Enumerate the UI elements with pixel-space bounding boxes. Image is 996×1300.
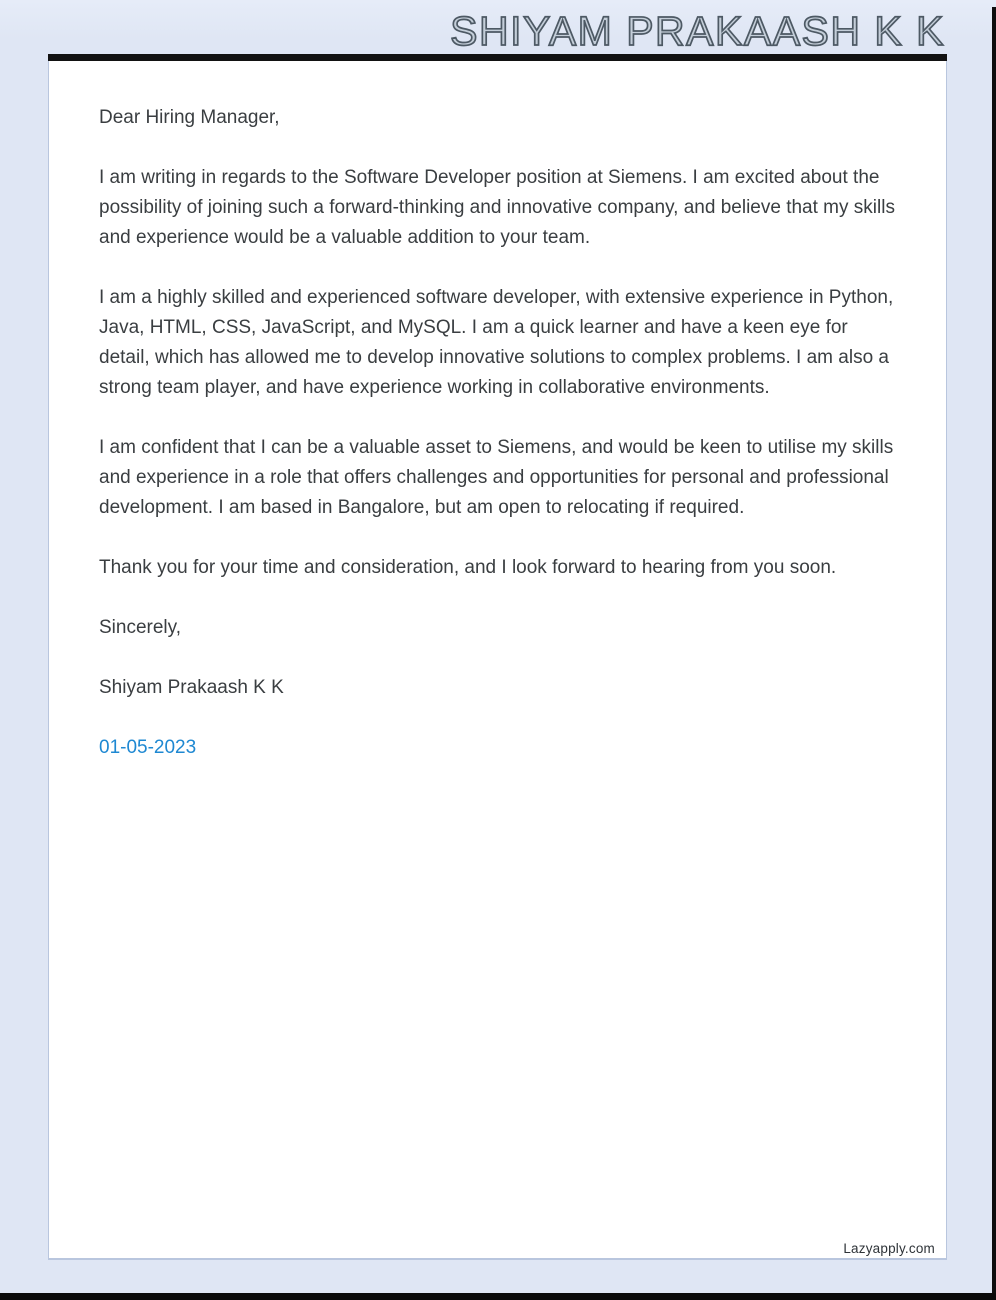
closing: Sincerely, — [99, 617, 182, 638]
window-edge-bottom — [0, 1293, 996, 1300]
letter-paragraph: Thank you for your time and consideration, and I look forward to hearing from you soon. — [99, 557, 837, 578]
header-name: SHIYAM PRAKAASH K K — [450, 8, 945, 54]
salutation: Dear Hiring Manager, — [99, 107, 280, 128]
window-edge-right — [992, 7, 996, 1300]
letter-body — [49, 61, 946, 763]
signature-name: Shiyam Prakaash K K — [99, 677, 284, 698]
letter-paragraph: I am writing in regards to the Software Developer position at Siemens. I am excited about the possibility of joining such a forward-thinking and innovative company, and believe that my skills and experience would be a valuable addition to your team. — [99, 167, 895, 248]
lazyapply-watermark: Lazyapply.com — [843, 1241, 935, 1256]
letter-page — [48, 61, 947, 1260]
letter-date: 01-05-2023 — [99, 737, 197, 758]
letter-paragraph: I am a highly skilled and experienced software developer, with extensive experience in Python, Java, HTML, CSS, JavaScript, and MySQL. I am a quick learner and have a keen eye for detail, which has allowed me to develop innovative solutions to complex problems. I am also a strong team player, and have experience working in collaborative environments. — [99, 287, 894, 398]
header-accent-bar — [48, 54, 947, 61]
letter-paragraph: I am confident that I can be a valuable asset to Siemens, and would be keen to utilise my skills and experience in a role that offers challenges and opportunities for personal and professional development. I am based in Bangalore, but am open to relocating if required. — [99, 437, 894, 518]
